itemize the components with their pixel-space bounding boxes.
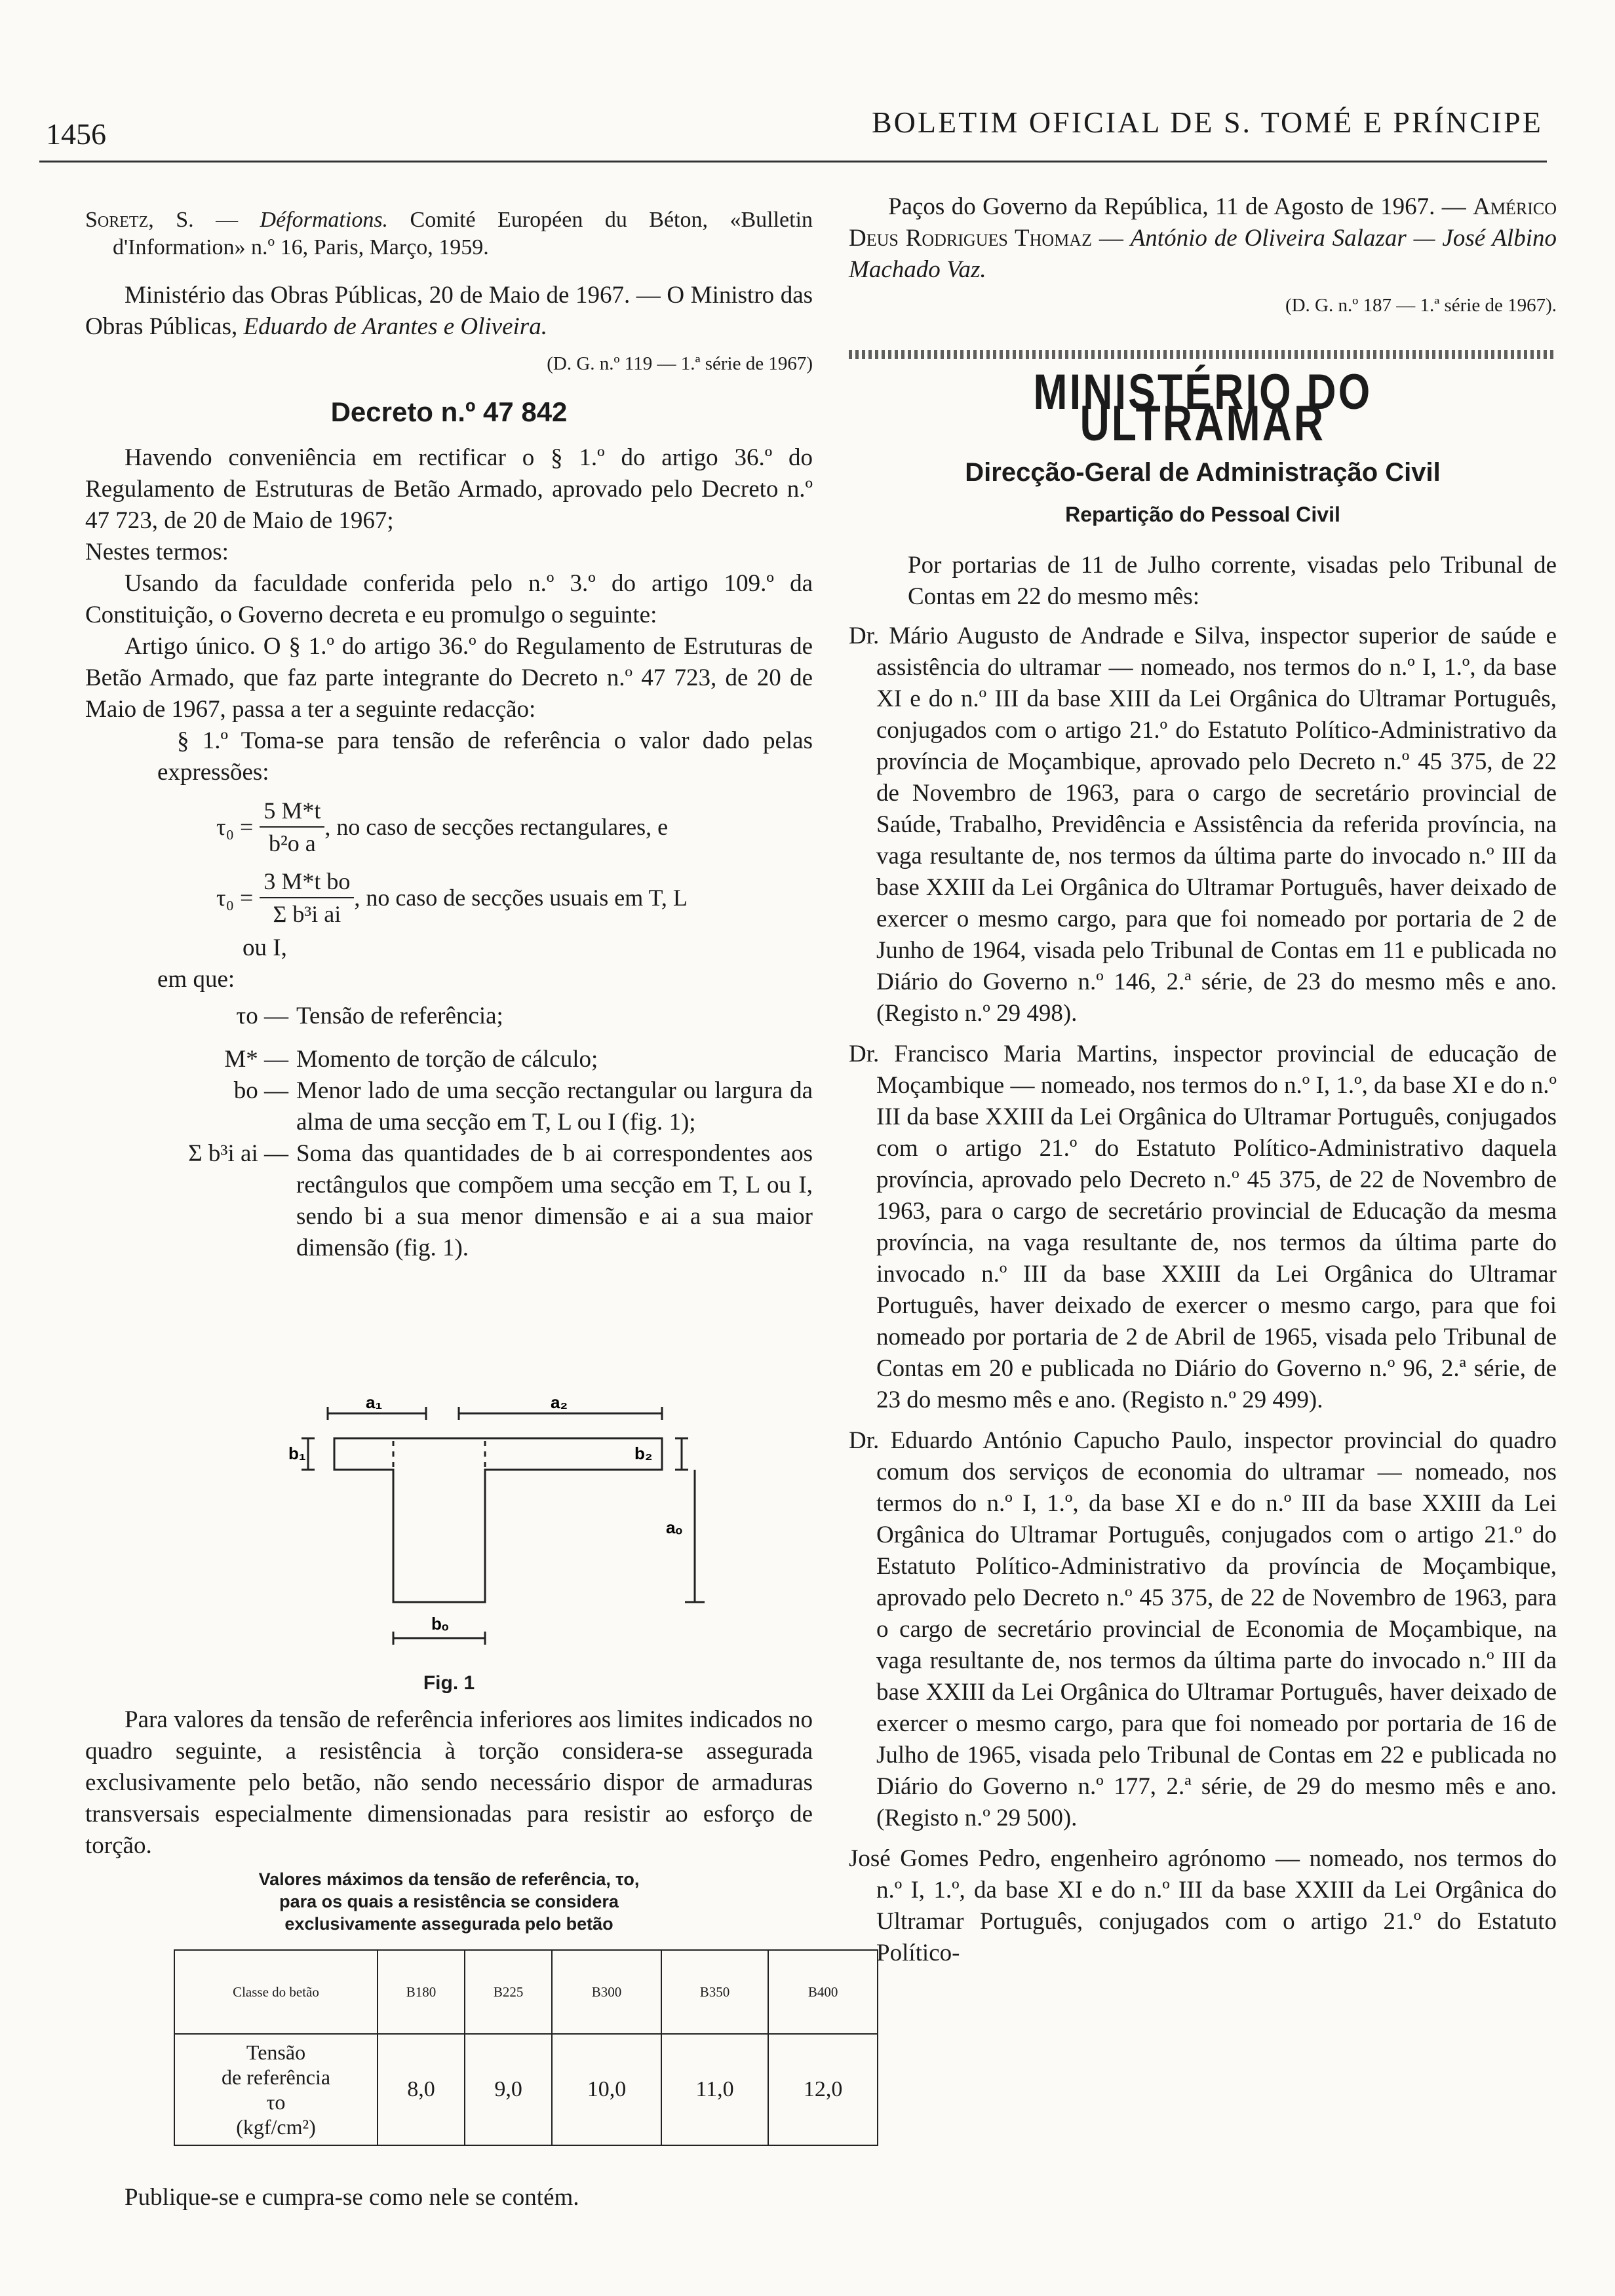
table-row-label (174, 2034, 378, 2145)
right-column-top (849, 191, 1557, 321)
row-label-line: τo (266, 2090, 286, 2114)
ministry-heading: MINISTÉRIO DO ULTRAMAR (1033, 364, 1372, 451)
figure-caption: Fig. 1 (423, 1672, 475, 1694)
label-bo: bₒ (431, 1614, 449, 1634)
table-header-row (174, 1950, 878, 2034)
ref-details: Comité Européen du Béton, «Bulletin d'Information» n.º 16, Paris, Março, 1959. (113, 208, 813, 259)
fraction-1-denominator: b²o a (268, 830, 316, 856)
president-name: Américo Deus Rodrigues Thomaz — (849, 193, 1557, 252)
table-header-label: Classe do betão (174, 1950, 378, 2034)
formula-2-text: , no caso de secções usuais em T, L (354, 885, 688, 911)
formula-usual (216, 866, 813, 930)
closing-line: Publique-se e cumpra-se como nele se contém. (125, 2184, 579, 2211)
figure-t-section (288, 1392, 714, 1674)
appointment-entry: Dr. Mário Augusto de Andrade e Silva, inspector superior de saúde e assistência do ultramar — nomeado, nos termos do n.º I, 1.º, da base XI e do n.º III da base XIII da Lei Orgânica do Ultramar Português, conjugados com o artigo 21.º do Estatuto Político-Administrativo da província de Moçambique, aprovado pelo Decreto n.º 45 375, de 22 de Novembro de 1963, para o cargo de secretário provincial de Saúde, Trabalho, Previdência e Assistência da referida província, na vaga resultante de, nos termos da última parte do invocado n.º III da base XXIII da Lei Orgânica do Ultramar Português, haver deixado de exercer o mesmo cargo, para que foi nomeado por portaria de 2 de Junho de 1964, visada pelo Tribunal de Contas em 11 e publicada no Diário do Governo n.º 146, 2.ª série, de 23 do mesmo mês e ano. (Registo n.º 29 498). (849, 622, 1557, 1027)
paragraph-3: Usando da faculdade conferida pelo n.º 3.º do artigo 109.º da Constituição, o Governo decreta e eu promulgo o seguinte: (85, 570, 813, 628)
tau-symbol-2: τ₀ = (216, 885, 254, 911)
paragraph-6: Para valores da tensão de referência inferiores aos limites indicados no quadro seguinte, a resistência à torção considera-se assegurada exclusivamente pelo betão, não sendo necessário dispor de armaduras transversais especialmente dimensionadas para resistir ao esforço de torção. (85, 1706, 813, 1859)
table-cell: 11,0 (661, 2034, 769, 2145)
table-cell: 9,0 (465, 2034, 552, 2145)
source-note: (D. G. n.º 119 — 1.ª série de 1967) (547, 353, 813, 374)
definition-item (197, 1044, 813, 1075)
source-note-right: (D. G. n.º 187 — 1.ª série de 1967). (1285, 295, 1557, 316)
em-que: em que: (157, 966, 235, 993)
appointment-entry: José Gomes Pedro, engenheiro agrónomo — nomeado, nos termos do n.º I, 1.º, da base XI e do n.º III da base XXIII da Lei Orgânica do Ultramar Português, conjugados com o artigo 21.º do Estatuto Político- (849, 1845, 1557, 1966)
table-cell: 8,0 (378, 2034, 465, 2145)
table-title-1: Valores máximos da tensão de referência, τo, (258, 1869, 640, 1889)
minister-name: Eduardo de Arantes e Oliveira. (243, 313, 547, 340)
paragraph-4: Artigo único. O § 1.º do artigo 36.º do Regulamento de Estruturas de Betão Armado, que faz parte integrante do Decreto n.º 47 723, de 20 de Maio de 1967, passa a ter a seguinte redacção: (85, 633, 813, 723)
header-rule (39, 161, 1547, 163)
left-closing (85, 2182, 813, 2213)
label-a2: a₂ (551, 1392, 568, 1412)
definition-text: Menor lado de uma secção rectangular ou largura da alma de uma secção em T, L ou I (fig. 1); (296, 1077, 813, 1136)
tau-symbol: τ₀ = (216, 814, 254, 840)
formula-1-text: , no caso de secções rectangulares, e (324, 814, 669, 840)
left-column (85, 206, 813, 1264)
appointment-entry: Dr. Eduardo António Capucho Paulo, inspector provincial do quadro comum dos serviços de economia do ultramar — nomeado, nos termos do n.º I, 1.º, da base XI e do n.º III da base XXIII da Lei Orgânica do Ultramar Português, conjugados com o artigo 21.º do Estatuto Político-Administrativo da província de Moçambique, aprovado pelo Decreto n.º 45 375, de 22 de Novembro de 1963, para o cargo de secretário provincial de Economia de Moçambique, na vaga resultante de, nos termos da última parte do invocado n.º III da base XXIII da Lei Orgânica do Ultramar Português, haver deixado de exercer o mesmo cargo, para que foi nomeado por portaria de 16 de Julho de 1965, visada pelo Tribunal de Contas em 22 e publicada no Diário do Governo n.º 177, 2.ª série, de 29 do mesmo mês e ano. (Registo n.º 29 500). (849, 1427, 1557, 1831)
row-label-line: Tensão (246, 2040, 306, 2064)
label-b2: b₂ (634, 1444, 653, 1463)
label-b1: b₁ (288, 1444, 306, 1463)
right-column (849, 364, 1557, 1969)
table-header-cell: B300 (552, 1950, 661, 2034)
table-cell: 10,0 (552, 2034, 661, 2145)
minister-prefix: O Ministro das Obras Públicas, (85, 282, 813, 340)
ornament-divider (849, 350, 1553, 359)
bibliography-reference (85, 206, 813, 261)
decree-title: Decreto n.º 47 842 (330, 396, 568, 427)
table-cell: 12,0 (768, 2034, 878, 2145)
fraction-1 (260, 795, 324, 859)
definition-symbol: Σ b³i ai — (188, 1140, 288, 1167)
definition-item (111, 1138, 813, 1264)
row-label-line: (kgf/cm²) (236, 2115, 316, 2139)
table-header-cell: B400 (768, 1950, 878, 2034)
fraction-2 (260, 866, 354, 930)
definition-symbol: τo — (236, 1003, 288, 1029)
appointment-entry: Dr. Francisco Maria Martins, inspector provincial de educação de Moçambique — nomeado, nos termos do n.º I, 1.º, da base XI e do n.º III da base XXIII da Lei Orgânica do Ultramar Português, conjugados com o artigo 21.º do Estatuto Político-Administrativo daquela província, aprovado pelo Decreto n.º 45 375, de 22 de Novembro de 1963, para o cargo de secretário provincial de Educação da mesma província, na vaga resultante de, nos termos da última parte do invocado n.º III da base XXIII da Lei Orgânica do Ultramar Português, haver deixado de exercer o mesmo cargo, para que foi nomeado por portaria de 2 de Abril de 1965, visada pelo Tribunal de Contas em 20 e publicada no Diário do Governo n.º 96, 2.ª série, de 23 do mesmo mês e ano. (Registo n.º 29 499). (849, 1041, 1557, 1413)
ministers-names: António de Oliveira Salazar — José Albino Machado Vaz. (849, 225, 1557, 283)
fraction-2-denominator: Σ b³i ai (273, 901, 341, 927)
definition-item (197, 1075, 813, 1138)
definition-symbol: M* — (224, 1046, 288, 1073)
fraction-2-numerator: 3 M*t bo (260, 866, 354, 898)
or-i: ou I, (243, 934, 287, 961)
ref-author: Soretz, S. — (85, 208, 239, 232)
table-header-cell: B350 (661, 1950, 769, 2034)
label-ao: aₒ (666, 1518, 683, 1537)
definition-text: Momento de torção de cálculo; (296, 1046, 598, 1073)
paragraph-1: Havendo conveniência em rectificar o § 1.º do artigo 36.º do Regulamento de Estruturas de Betão Armado, aprovado pelo Decreto n.º 47 723, de 20 de Maio de 1967; (85, 444, 813, 534)
palace-date: Paços do Governo da República, 11 de Agosto de 1967. — (888, 193, 1466, 220)
paragraph-2: Nestes termos: (85, 539, 229, 565)
table-title-3: exclusivamente assegurada pelo betão (284, 1914, 613, 1934)
t-section-outline (334, 1438, 662, 1602)
table-title-2: para os quais a resistência se considera (279, 1892, 619, 1911)
ministry-date: Ministério das Obras Públicas, 20 de Maio de 1967. — (125, 282, 661, 309)
direction-heading: Direcção-Geral de Administração Civil (965, 458, 1441, 487)
definition-text: Tensão de referência; (296, 1003, 503, 1029)
department-heading: Repartição do Pessoal Civil (1065, 503, 1340, 526)
label-a1: a₁ (366, 1392, 383, 1412)
definition-text: Soma das quantidades de b ai correspondentes aos rectângulos que compõem uma secção em T, L ou I, sendo bi a sua menor dimensão e ai a sua maior dimensão (fig. 1). (296, 1140, 813, 1261)
bulletin-title: BOLETIM OFICIAL DE S. TOMÉ E PRÍNCIPE (872, 105, 1543, 139)
definition-symbol: bo — (233, 1077, 288, 1104)
reference-stress-table (174, 1949, 878, 2146)
table-row (174, 2034, 878, 2145)
formula-rectangular (216, 795, 813, 859)
ref-title: Déformations. (260, 208, 389, 232)
left-column-lower (85, 1668, 813, 1935)
row-label-line: de referência (221, 2065, 331, 2089)
definition-item (197, 1001, 813, 1032)
fraction-1-numerator: 5 M*t (260, 795, 324, 828)
definitions-list (85, 1001, 813, 1264)
page-number: 1456 (46, 117, 106, 151)
table-header-cell: B180 (378, 1950, 465, 2034)
signature-block (849, 191, 1557, 286)
ministry-signature (85, 280, 813, 343)
table-header-cell: B225 (465, 1950, 552, 2034)
intro-paragraph: Por portarias de 11 de Julho corrente, visadas pelo Tribunal de Contas em 22 do mesmo mês: (908, 552, 1557, 610)
paragraph-5: § 1.º Toma-se para tensão de referência o valor dado pelas expressões: (157, 727, 813, 786)
